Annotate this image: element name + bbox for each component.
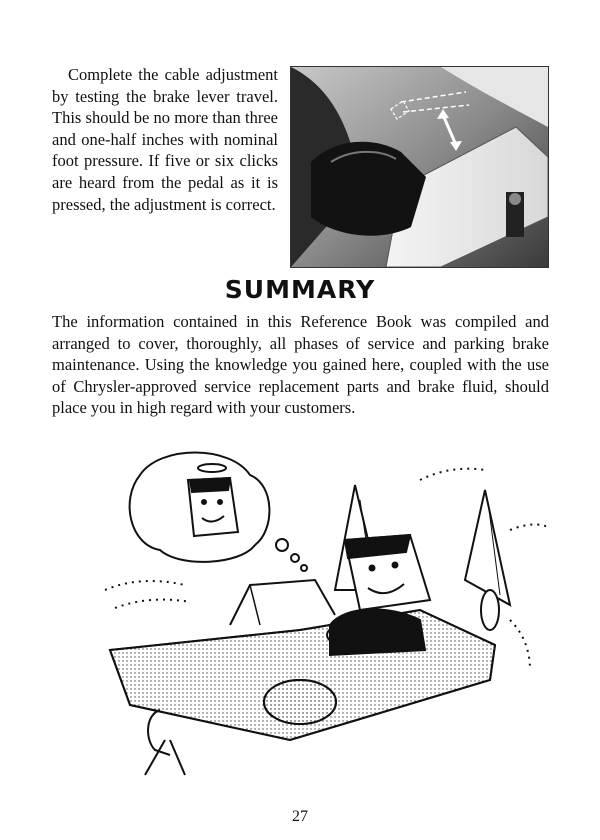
summary-paragraph: The information contained in this Reference Book was compiled and arranged to cover, thoroughly, all phases of service and parking brake maintenance. Using the knowledge you gained here, coupled with the use of Chrysler-approved service replacement parts and brake fluid, should place you in high regard with your customers.: [52, 312, 549, 417]
page-number: 27: [292, 808, 308, 825]
brake-pedal-photo: [290, 66, 549, 268]
summary-heading: SUMMARY: [224, 275, 376, 304]
intro-paragraph: Complete the cable adjustment by testing the brake lever travel. This should be no more than three and one-half inches with nominal foot pressure. If five or six clicks are heard from the pedal as it is pressed, the adjustment is correct.: [52, 65, 278, 214]
cartoon-driver-car-illustration: [90, 440, 550, 780]
